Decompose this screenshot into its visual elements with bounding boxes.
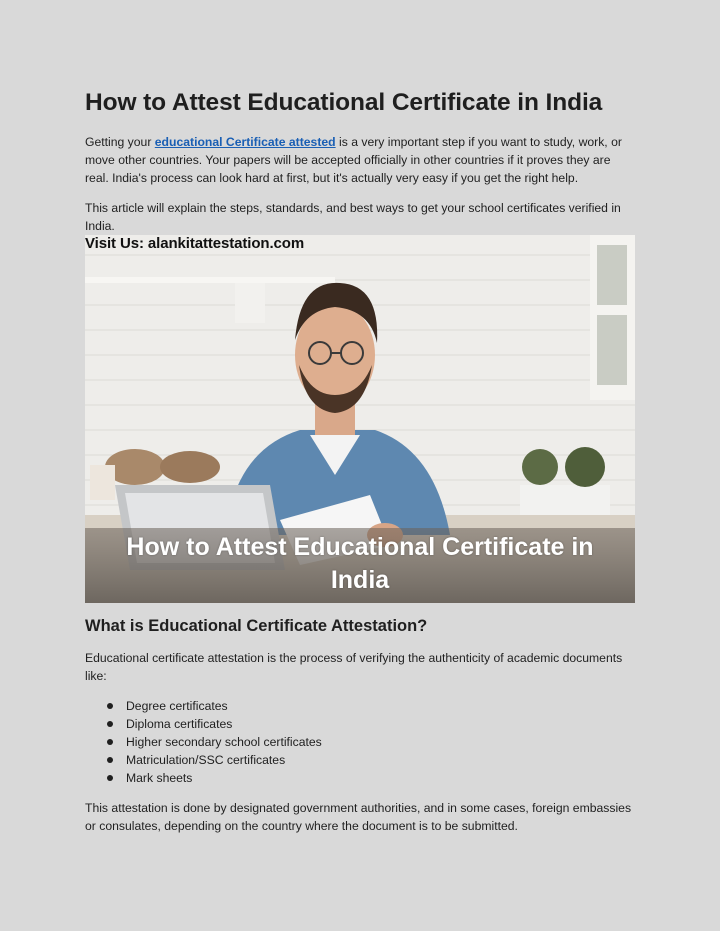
list-item: Mark sheets <box>126 769 637 787</box>
hero-image <box>85 235 635 603</box>
section-closing: This attestation is done by designated government authorities, and in some cases, foreign embassies or consulates, depending on the country where the document is to be submitted. <box>85 801 632 833</box>
list-item: Higher secondary school certificates <box>126 733 637 751</box>
hero-banner-line-2: India <box>330 566 390 594</box>
certificate-list <box>85 697 637 787</box>
educational-certificate-attested-link[interactable]: educational Certificate attested <box>154 135 336 149</box>
hero-banner-line-1: How to Attest Educational Certificate in <box>126 533 594 561</box>
intro-paragraph <box>85 133 637 187</box>
section-lead: Educational certificate attestation is the process of verifying the authenticity of academic documents like: <box>85 651 623 683</box>
visit-us-text: Visit Us: alankitattestation.com <box>85 235 305 252</box>
list-item: Diploma certificates <box>126 715 637 733</box>
intro-text-after-link: is a very important step if you want to study, work, or move other countries. Your papers will be accepted officially in other countries if it proves they are real. India's process can look hard at first, but it's actually very easy if you get the right help. <box>85 135 622 185</box>
intro-paragraph-2: This article will explain the steps, standards, and best ways to get your school certificates verified in India. <box>85 201 621 233</box>
list-item: Matriculation/SSC certificates <box>126 751 637 769</box>
section-heading: What is Educational Certificate Attestation? <box>85 617 428 635</box>
section-body <box>85 649 637 835</box>
intro-text-before-link: Getting your <box>85 135 155 149</box>
page-title: How to Attest Educational Certificate in India <box>85 89 603 116</box>
hero-banner-title <box>85 528 635 603</box>
article-intro <box>85 86 637 235</box>
list-item: Degree certificates <box>126 697 637 715</box>
